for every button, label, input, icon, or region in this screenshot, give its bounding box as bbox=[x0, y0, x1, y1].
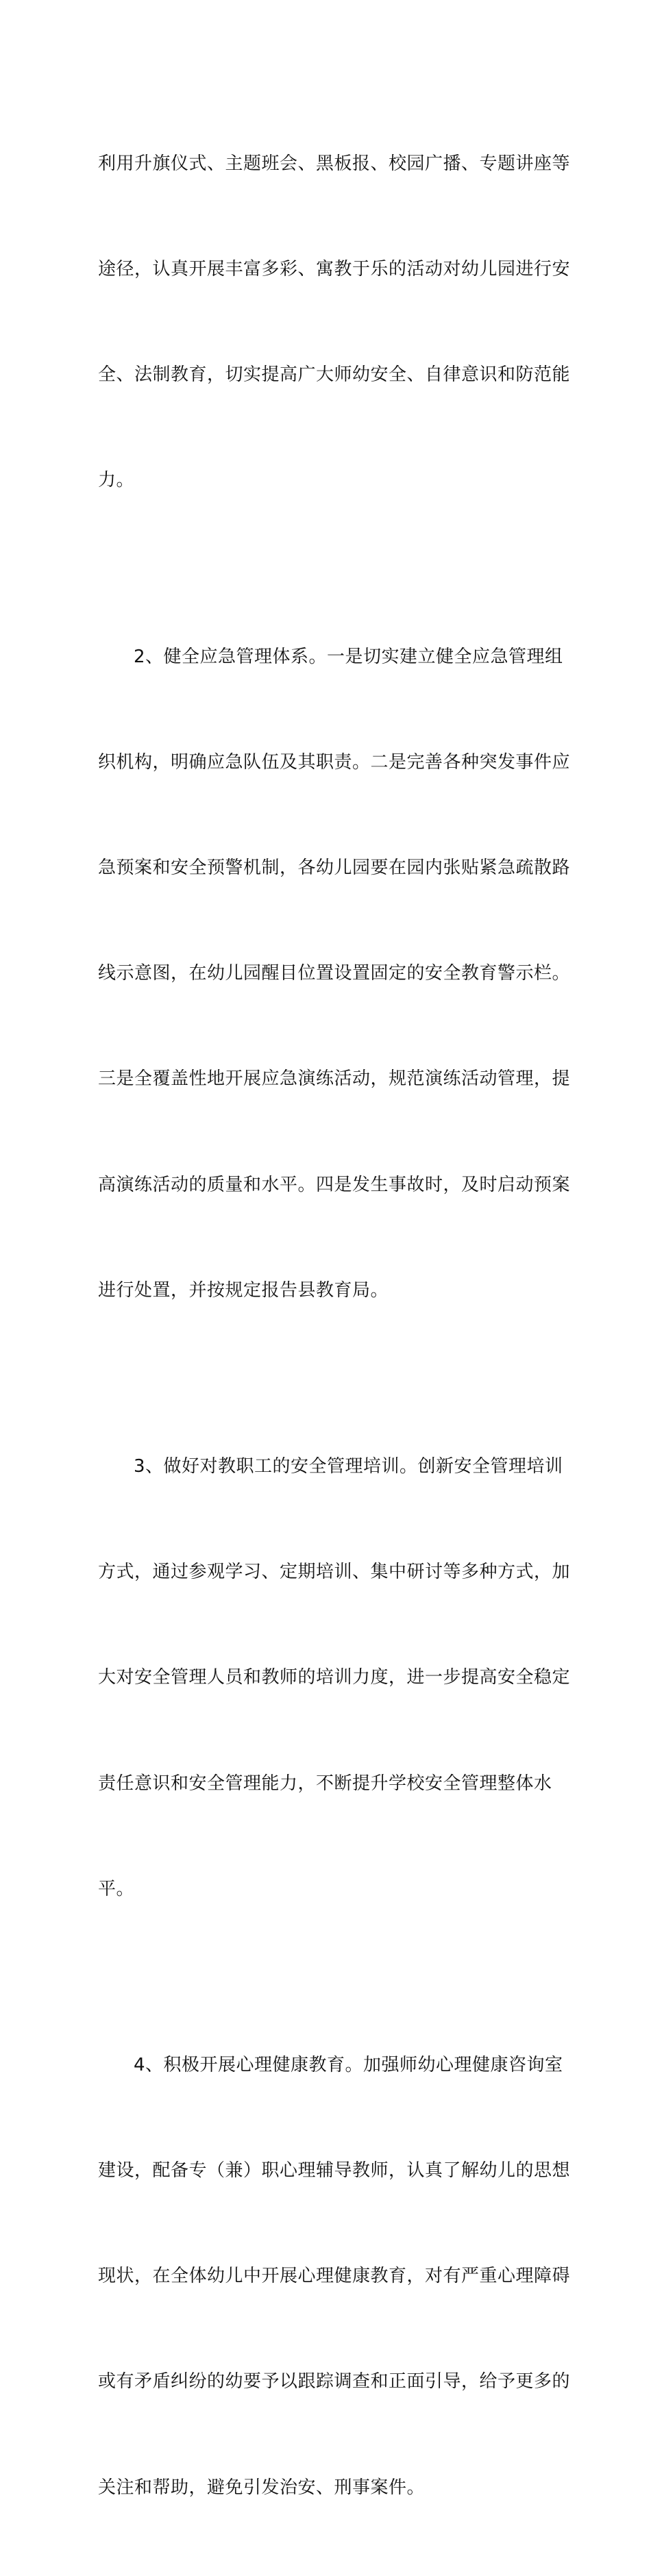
paragraph-line: 平。 bbox=[98, 1878, 135, 1899]
paragraph-1 bbox=[98, 76, 571, 569]
paragraph-4 bbox=[98, 1977, 571, 2576]
paragraph-line: 责任意识和安全管理能力，不断提升学校安全管理整体水 bbox=[98, 1773, 552, 1794]
paragraph-line: 途径，认真开展丰富多彩、寓教于乐的活动对幼儿园进行安 bbox=[98, 259, 571, 280]
paragraph-line: 4、积极开展心理健康教育。加强师幼心理健康咨询室 bbox=[134, 2054, 563, 2075]
paragraph-3 bbox=[98, 1379, 571, 1977]
paragraph-line: 建设，配备专（兼）职心理辅导教师，认真了解幼儿的思想 bbox=[98, 2160, 571, 2181]
paragraph-line: 利用升旗仪式、主题班会、黑板报、校园广播、专题讲座等 bbox=[98, 153, 571, 174]
paragraph-line: 或有矛盾纠纷的幼要予以跟踪调查和正面引导，给予更多的 bbox=[98, 2371, 571, 2392]
document-body bbox=[98, 76, 571, 2576]
paragraph-line: 进行处置，并按规定报告县教育局。 bbox=[98, 1279, 389, 1301]
paragraph-line: 现状，在全体幼儿中开展心理健康教育，对有严重心理障碍 bbox=[98, 2266, 571, 2287]
paragraph-line: 线示意图，在幼儿园醒目位置设置固定的安全教育警示栏。 bbox=[98, 963, 571, 984]
paragraph-line: 三是全覆盖性地开展应急演练活动，规范演练活动管理，提 bbox=[98, 1068, 571, 1090]
paragraph-line: 2、健全应急管理体系。一是切实建立健全应急管理组 bbox=[134, 646, 563, 667]
paragraph-2 bbox=[98, 569, 571, 1379]
paragraph-line: 急预案和安全预警机制，各幼儿园要在园内张贴紧急疏散路 bbox=[98, 857, 571, 878]
paragraph-line: 关注和帮助，避免引发治安、刑事案件。 bbox=[98, 2477, 426, 2498]
paragraph-line: 力。 bbox=[98, 470, 135, 491]
paragraph-line: 方式，通过参观学习、定期培训、集中研讨等多种方式，加 bbox=[98, 1562, 571, 1583]
paragraph-line: 大对安全管理人员和教师的培训力度，进一步提高安全稳定 bbox=[98, 1667, 571, 1688]
paragraph-line: 织机构，明确应急队伍及其职责。二是完善各种突发事件应 bbox=[98, 751, 571, 773]
paragraph-line: 3、做好对教职工的安全管理培训。创新安全管理培训 bbox=[134, 1455, 563, 1477]
paragraph-line: 高演练活动的质量和水平。四是发生事故时，及时启动预案 bbox=[98, 1174, 571, 1195]
paragraph-line: 全、法制教育，切实提高广大师幼安全、自律意识和防范能 bbox=[98, 364, 571, 386]
